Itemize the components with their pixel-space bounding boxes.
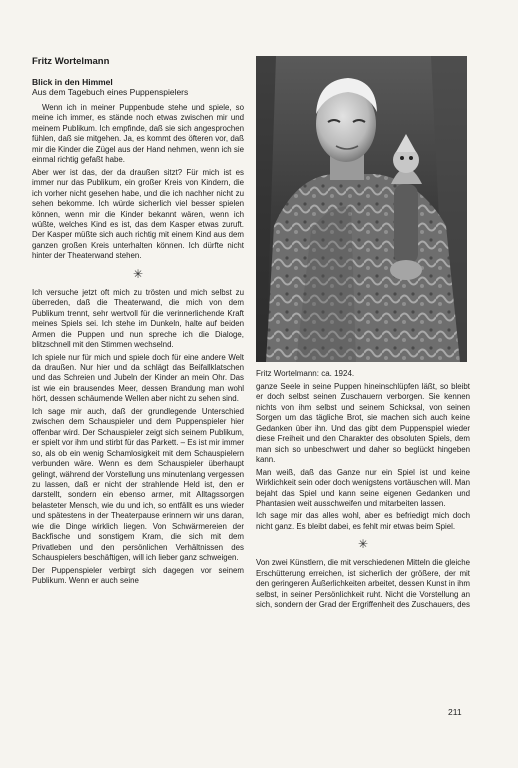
article-subtitle: Aus dem Tagebuch eines Puppenspielers [32,87,189,97]
photo-illustration [256,56,467,362]
paragraph: Ich versuche jetzt oft mich zu trösten und mich selbst zu überreden, daß die Theaterwand, die mich von dem Publikum trennt, sehr wertvoll für die verinnerlichende Kraft meines Spiels sei. Ich stehe im Dunkeln, halte auf beiden Armen die Puppen und nun spreche ich die Dialoge, blitzschnell mit den Stimmen wechselnd. [32,287,244,350]
paragraph: Ich spiele nur für mich und spiele doch für eine andere Welt da draußen. Nur hier und da schlägt das Beifallklatschen und das Schreien und Jubeln der Kinder an mein Ohr. Das ist wie ein brausendes Meer, dessen Brandung man wohl hört, dessen schäumende Wellen aber nicht zu sehen sind. [32,352,244,404]
author-photo [256,56,467,362]
paragraph: Aber wer ist das, der da draußen sitzt? Für mich ist es immer nur das Publikum, ein großer Kreis von Kindern, die ich vorher nicht gesehen habe, und die ich nachher nicht zu sehen bekomme. Ich würde sicherlich viel besser spielen können, wenn mir die Kinder bekannt wären, wenn ich wüßte, welches Kind es ist, das dem Kasper etwas zuruft. Der Kasper müßte sich auch richtig mit einem Kind aus dem ganzen großen Kreis unterhalten können. Ich dürfte nicht hinter der Theaterwand stehen. [32,167,244,261]
left-column [32,56,244,588]
paragraph: Von zwei Künstlern, die mit verschiedenen Mitteln die gleiche Erschütterung erreichen, ist sicherlich der größere, der mit den geringeren Äußerlichkeiten arbeitet, dessen Kunst in ihm selbst, in seiner Persönlichkeit ruht. Nicht die Vorstellung an sich, sondern der Grad der Ergriffenheit des Zuschauers, des [256,558,470,610]
paragraph: Wenn ich in meiner Puppenbude stehe und spiele, so meine ich immer, es stände noch etwas zwischen mir und meinem Publikum. Ich empfinde, daß sie sich angesprochen fühlen, daß sie mitgehen. Ja, es kommt des öfteren vor, daß mir die Kinder die Zügel aus der Hand nehmen, wenn ich sie einmal richtig gefaßt habe. [32,103,244,165]
paragraph: Der Puppenspieler verbirgt sich dagegen vor seinem Publikum. Wenn er auch seine [32,565,244,586]
paragraph: Man weiß, daß das Ganze nur ein Spiel ist und keine Wirklichkeit sein oder doch wenigstens vortäuschen will. Man bejaht das Spiel und kann seine eigenen Gedanken und Phantasien weit ausschweifen und mitarbeiten lassen. [256,467,470,508]
article-title: Blick in den Himmel [32,77,113,87]
section-separator: ✳ [132,266,144,281]
photo-caption: Fritz Wortelmann: ca. 1924. [256,369,355,378]
section-separator: ✳ [357,537,369,552]
article-author: Fritz Wortelmann [32,56,110,67]
paragraph: Ich sage mir das alles wohl, aber es befriedigt mich doch nicht ganz. Es bleibt dabei, es fehlt mir etwas beim Spiel. [256,511,470,531]
right-column [256,382,470,613]
paragraph: Ich sage mir auch, daß der grundlegende Unterschied zwischen dem Schauspieler und dem Puppenspieler hier offenbar wird. Der Schauspieler zeigt sich seinem Publikum, er spielt vor ihm und stirbt für das Parkett. – Es ist mir immer so, als ob ein wenig Schamlosigkeit mit dem Schauspielern verbunden wäre. Wenn es dem Schauspieler überhaupt gelingt, während der Vorstellung uns minutenlang vergessen zu lassen, daß er nicht der strahlende Held ist, den er darstellt, sondern ein ebenso armer, mit Alltagssorgen belasteter Mensch, wie du und ich, so entfällt es uns wieder und spätestens in der Theaterpause erinnern wir uns daran, wie die Dinge wirklich liegen. Von Schwärmereien der Backfische und sonstigem Kram, die sich mit dem Privatleben und den persönlichen Verhältnissen des Schauspielers beschäftigen, will ich lieber ganz schweigen. [32,406,244,563]
page-number: 211 [448,707,462,717]
paragraph: ganze Seele in seine Puppen hineinschlüpfen läßt, so bleibt er doch selbst seinen Zuschauern verborgen. Sie kennen nichts von ihm selbst und seinem Schicksal, von seinen Sorgen um das tägliche Brot, sie machen sich auch keine Gedanken über ihn. Und das gibt dem Puppenspiel wieder diese Freiheit und den Charakter des obsoluten Spiels, dem man sich so unbeschwert und daher so beglückt hingeben kann. [256,382,470,465]
